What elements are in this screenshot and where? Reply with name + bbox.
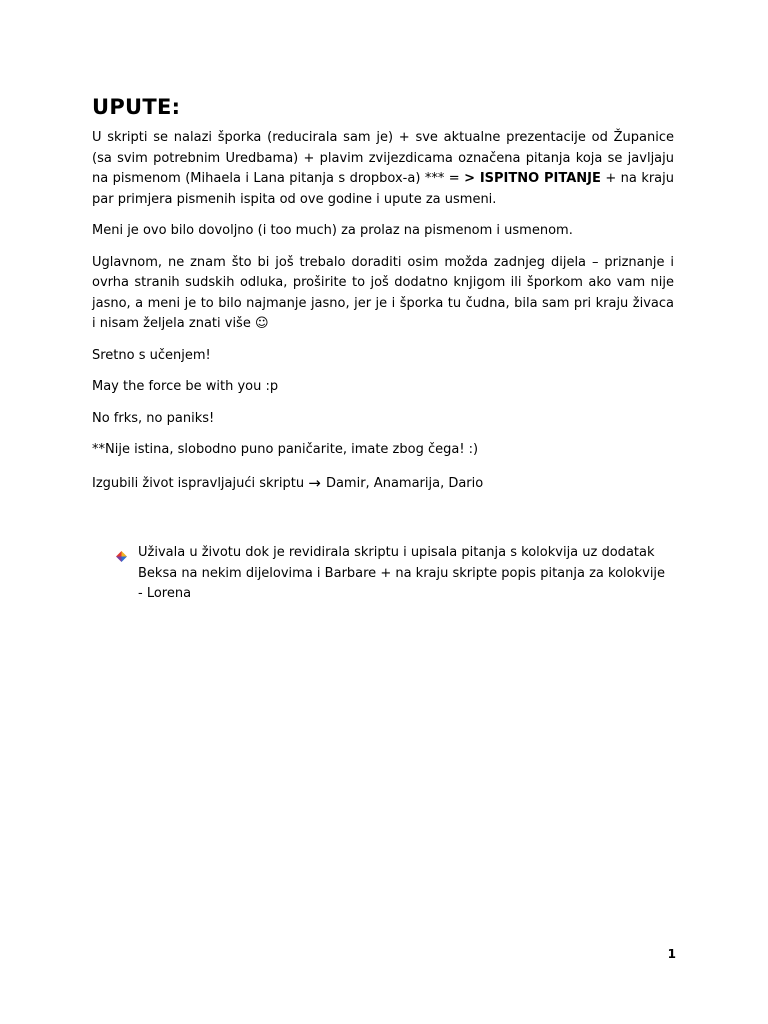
sufficiency-paragraph: Meni je ovo bilo dovoljno (i too much) za prolaz na pismenom i usmenom.: [92, 223, 573, 238]
advice-paragraph: [92, 253, 674, 335]
page-number: 1: [667, 947, 676, 961]
exam-question-marker: > ISPITNO PITANJE: [464, 171, 601, 186]
arrow-right-icon: →: [308, 473, 321, 492]
bullet-list-item: [116, 543, 676, 605]
four-color-diamond-bullet-icon: [116, 543, 138, 566]
panic-note-line: **Nije istina, slobodno puno paničarite, imate zbog čega! :): [92, 442, 479, 457]
no-panic-line: No frks, no paniks!: [92, 410, 215, 426]
credits-line: [92, 472, 674, 495]
smiley-icon: ☺: [254, 316, 269, 331]
force-line: May the force be with you :p: [92, 379, 279, 394]
bullet-text: Uživala u životu dok je revidirala skriptu i upisala pitanja s kolokvija uz dodatak Beksa na nekim dijelovima i Barbare + na kraju skripte popis pitanja za kolokvije - Lorena: [138, 545, 666, 601]
credits-text: Izgubili život ispravljajući skriptu: [92, 475, 309, 491]
intro-paragraph: [92, 128, 674, 210]
intro-text-start: U skripti se nalazi šporka (reducirala sam je) + sve aktualne prezentacije od Županice (sa svim potrebnim Uredbama) + plavim zvijezdicama označena pitanja koja se javljaju na pismenom (Mihaela i Lana pitanja s dropbox-a) *** =: [92, 130, 674, 186]
credits-names: Damir, Anamarija, Dario: [321, 475, 484, 491]
intro-text-end: + na kraju par primjera pismenih ispita od ove godine i upute za usmeni.: [92, 171, 675, 207]
document-body: [92, 92, 674, 505]
page-heading: UPUTE:: [92, 95, 181, 119]
good-luck-line: Sretno s učenjem!: [92, 347, 211, 363]
advice-text: Uglavnom, ne znam što bi još trebalo doraditi osim možda zadnjeg dijela – priznanje i ovrha stranih sudskih odluka, proširite to još dodatno knjigom ili šporkom ako vam nije jasno, a meni je to bilo najmanje jasno, jer je i šporka tu čudna, bila sam pri kraju živaca i nisam željela znati više: [92, 254, 674, 331]
